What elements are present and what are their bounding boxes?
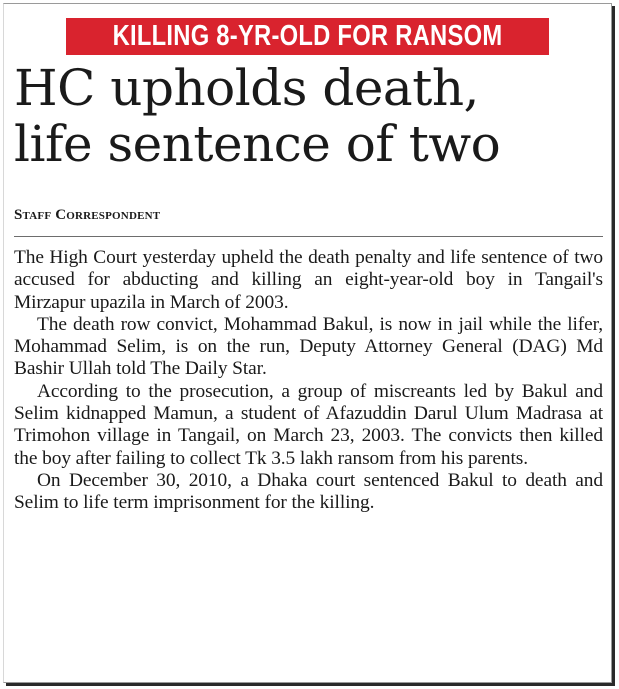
headline <box>14 60 609 172</box>
headline-line-2: life sentence of two <box>14 115 501 173</box>
byline: Staff Correspondent <box>14 207 161 223</box>
paragraph: On December 30, 2010, a Dhaka court sentenced Bakul to death and Selim to life term imprisonment for the killing. <box>14 469 603 514</box>
kicker-banner: KILLING 8-YR-OLD FOR RANSOM <box>66 18 549 55</box>
paragraph: According to the prosecution, a group of miscreants led by Bakul and Selim kidnapped Mamun, a student of Afazuddin Darul Ulum Madrasa at Trimohon village in Tangail, on March 23, 2003. The convicts then killed the boy after failing to collect Tk 3.5 lakh ransom from his parents. <box>14 380 603 469</box>
headline-line-1: HC upholds death, <box>14 59 479 117</box>
byline-divider <box>14 236 603 237</box>
article-body <box>14 247 603 515</box>
news-clipping <box>3 3 612 683</box>
paragraph: The death row convict, Mohammad Bakul, is now in jail while the lifer, Mohammad Selim, is on the run, Deputy Attorney General (DAG) Md Bashir Ullah told The Daily Star. <box>14 313 603 380</box>
paragraph: The High Court yesterday upheld the death penalty and life sentence of two accused for abducting and killing an eight-year-old boy in Tangail's Mirzapur upazila in March of 2003. <box>14 247 603 313</box>
